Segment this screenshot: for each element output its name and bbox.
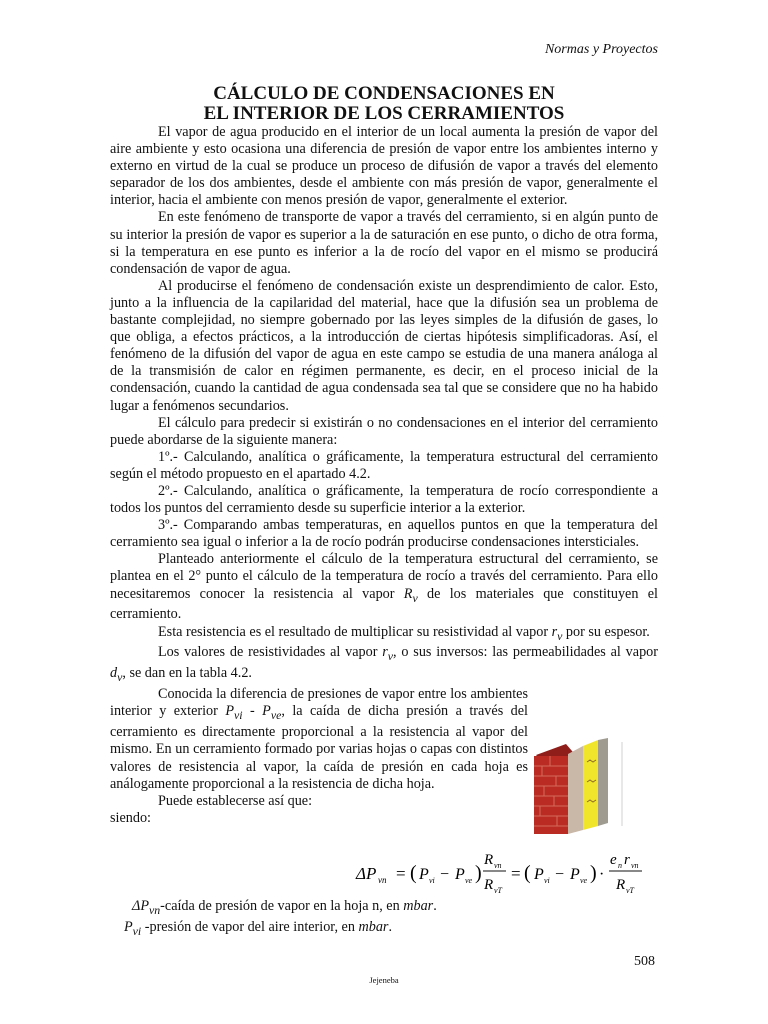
- title-line-2: EL INTERIOR DE LOS CERRAMIENTOS: [203, 103, 565, 124]
- paragraph: Puede establecerse así que:: [158, 792, 313, 809]
- paragraph: Al producirse el fenómeno de condensación existe un desprendimiento de calor. Esto, junto a la influencia de la capilaridad del material, hace que la difusión sea un problema de bastante complejidad, no siempre gobernado por las leyes simples de la difusión de gases, lo que obliga, a efectos prácticos, a la introducción de ciertas hipótesis simplificadoras. Así, el fenómeno de la difusión del vapor de agua en este campo se estudia de una manera análoga al de la transmisión de calor en régimen permanente, es decir, en el proceso inicial de la condensación, cuando la cantidad de agua condensada sea tal que se considere que no ha habido lugar a fenómenos secundarios.: [110, 277, 658, 414]
- paragraph: El vapor de agua producido en el interior de un local aumenta la presión de vapor del aire ambiente y esto ocasiona una diferencia de presión de vapor entre los ambientes interno y externo en virtud de la cual se produce un proceso de difusión de vapor a través del elemento separador de los dos ambientes, desde el ambiente con más presión de vapor, generalmente el interior, hacia el ambiente con menos presión de vapor, generalmente el exterior.: [110, 124, 658, 209]
- paragraph-text: , se dan en la tabla 4.2.: [122, 665, 252, 682]
- paragraph-text: , la caída de dicha presión a través del cerramiento es directamente proporcional a la resistencia al vapor del mismo. En un cerramiento formado por varias hojas o capas con distintos valores de resistencia al vapor, la caída de presión en cada hoja es análogamente proporcional a la resistencia de dicha hoja.: [110, 703, 528, 792]
- svg-text:n: n: [618, 861, 622, 870]
- paragraph: 2º.- Calculando, analítica o gráficamente, la temperatura de rocío correspondiente a todos los puntos del cerramiento desde su superficie interior a la exterior.: [110, 482, 658, 517]
- svg-text:R: R: [484, 852, 494, 868]
- svg-text:·: ·: [599, 866, 605, 883]
- svg-text:P: P: [419, 866, 429, 883]
- svg-text:R: R: [484, 877, 494, 893]
- svg-text:−: −: [440, 866, 450, 883]
- definition-item: $P_{vi}$ -presión de vapor del aire interior, en mbar.: [124, 919, 393, 939]
- paragraph: [110, 644, 658, 686]
- svg-text:vi: vi: [544, 876, 550, 885]
- paragraph-text: Planteado anteriormente el cálculo de la temperatura estructural del cerramiento, se plantea en el 2° punto el cálculo de la temperatura de rocío a través del cerramiento. Para ello necesitaremos conocer la resistencia al vapor: [110, 551, 658, 602]
- definition-item: $\Delta P_{vn}$-caída de presión de vapor en la hoja n, en mbar.: [132, 898, 437, 917]
- svg-text:P: P: [570, 866, 580, 883]
- svg-text:vn: vn: [631, 861, 639, 870]
- vapor-permeability-symbol: $d_v$: [110, 665, 123, 685]
- svg-text:−: −: [555, 866, 565, 883]
- document-body: [110, 124, 658, 827]
- paragraph-text: Esta resistencia es el resultado de multiplicar su resistividad al vapor: [158, 623, 552, 640]
- svg-text:): ): [590, 862, 597, 884]
- symbol-definitions: [110, 898, 437, 941]
- svg-text:R: R: [616, 877, 626, 893]
- vapor-resistivity-symbol: $r_v$: [382, 644, 394, 664]
- vapor-pressure-formula: [354, 848, 644, 896]
- paragraph: siendo:: [110, 809, 151, 826]
- wall-cross-section-illustration: [526, 738, 654, 838]
- paragraph-text: Los valores de resistividades al vapor: [158, 644, 383, 661]
- vapor-resistance-symbol: $R_v$: [403, 585, 418, 605]
- page-title: [0, 84, 768, 124]
- paragraph: [110, 686, 528, 792]
- svg-text:ve: ve: [465, 876, 473, 885]
- paragraph: [110, 624, 658, 645]
- vapor-resistivity-symbol: $r_v$: [551, 623, 563, 643]
- paragraph: El cálculo para predecir si existirán o no condensaciones en el interior del cerramiento puede abordarse de la siguiente manera:: [110, 414, 658, 448]
- svg-text:vn: vn: [494, 861, 502, 870]
- document-header: Normas y Proyectos: [544, 42, 658, 57]
- paragraph-text: de los materiales que constituyen el cerramiento.: [110, 585, 658, 623]
- definition-symbol: $\Delta P_{vn}$: [132, 898, 161, 917]
- svg-text:): ): [475, 862, 482, 884]
- paragraph: 1º.- Calculando, analítica o gráficamente, la temperatura estructural del cerramiento según el método propuesto en el apartado 4.2.: [110, 448, 658, 482]
- page-number: 508: [634, 954, 655, 969]
- definition-symbol: $P_{vi}$: [124, 919, 142, 939]
- svg-text:e: e: [610, 852, 617, 868]
- svg-text:ΔP: ΔP: [356, 864, 377, 883]
- paragraph-text: Conocida la diferencia de presiones de vapor entre los ambientes interior y exterior: [110, 686, 528, 720]
- svg-text:(: (: [524, 862, 531, 884]
- svg-text:P: P: [534, 866, 544, 883]
- svg-text:=: =: [511, 864, 521, 883]
- svg-text:=: =: [396, 864, 406, 883]
- svg-text:vn: vn: [378, 875, 387, 885]
- svg-text:vT: vT: [494, 886, 502, 895]
- paragraph-text: , o sus inversos: las permeabilidades al vapor: [393, 644, 658, 661]
- page-footer: Jejeneba: [369, 975, 399, 985]
- paragraph: [110, 551, 658, 623]
- svg-text:ve: ve: [580, 876, 588, 885]
- svg-text:r: r: [624, 852, 630, 868]
- title-line-1: CÁLCULO DE CONDENSACIONES EN: [213, 83, 555, 104]
- svg-text:(: (: [410, 862, 417, 884]
- svg-text:vT: vT: [626, 886, 634, 895]
- paragraph-text: por su espesor.: [562, 623, 650, 640]
- paragraph: En este fenómeno de transporte de vapor a través del cerramiento, si en algún punto de su interior la presión de vapor es superior a la de saturación en ese punto, o dicho de otra forma, si la temperatura en ese punto es inferior a la de rocío del vapor en el mismo se producirá condensación de vapor de agua.: [110, 209, 658, 277]
- vapor-pressure-difference-symbol: $P_{vi} - P_{ve}$: [225, 703, 282, 723]
- svg-text:vi: vi: [429, 876, 435, 885]
- svg-text:P: P: [455, 866, 465, 883]
- paragraph: 3º.- Comparando ambas temperaturas, en aquellos puntos en que la temperatura del cerramiento sea igual o inferior a la de rocío podrán producirse condensaciones intersticiales.: [110, 517, 658, 551]
